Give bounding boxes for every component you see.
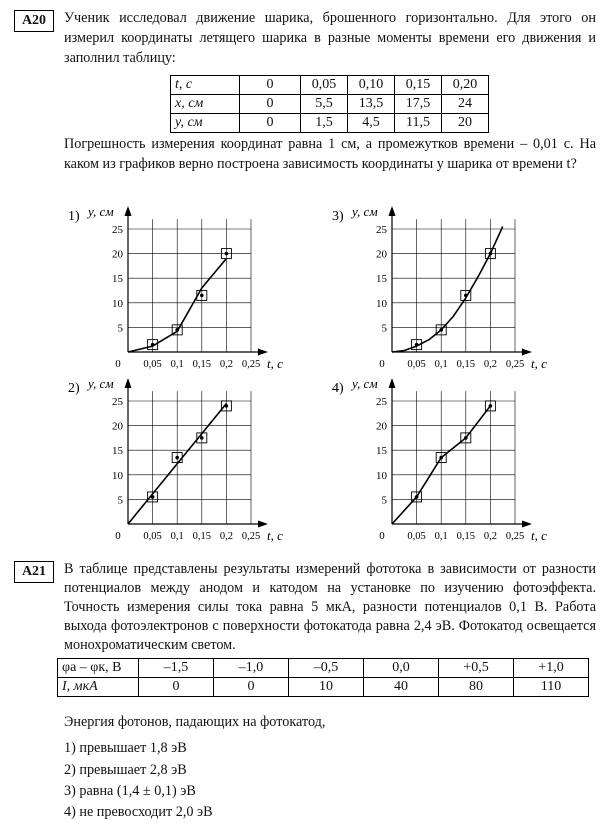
data-point <box>439 456 443 460</box>
y-tick-label: 15 <box>376 273 387 286</box>
table-row <box>171 76 489 95</box>
table-row <box>58 678 589 697</box>
y-tick-label: 5 <box>117 494 123 507</box>
x-tick-label: 0,25 <box>505 359 525 370</box>
x-tick-label: 0,2 <box>483 531 497 542</box>
graph-number: 1) <box>68 209 80 224</box>
data-point <box>415 495 419 499</box>
data-point <box>464 436 468 440</box>
grid <box>128 391 251 524</box>
x-tick-label: 0,05 <box>143 359 162 370</box>
question-prompt-a20: Погрешность измерения координат равна 1 см, а промежутков времени – 0,01 с. На каком из графиков верно построена зависимость координаты y шарика от времени t? <box>64 136 596 172</box>
data-point <box>175 456 179 460</box>
table-cell: –0,5 <box>289 659 364 678</box>
y-tick-label: 20 <box>112 248 123 261</box>
x-axis-arrow <box>258 521 268 528</box>
series-line <box>392 227 503 353</box>
y-axis-arrow <box>389 206 396 216</box>
answer-option-4[interactable]: 4) не превосходит 2,0 эВ <box>64 804 213 820</box>
data-point <box>439 328 443 332</box>
table-cell: t, с <box>171 76 240 95</box>
graph-4 <box>326 372 566 548</box>
x-tick-label: 0,2 <box>483 359 497 370</box>
table-cell: 0,20 <box>442 76 489 95</box>
x-tick-label: 0,2 <box>219 531 233 542</box>
question-prompt-a21: Энергия фотонов, падающих на фотокатод, <box>64 714 326 730</box>
table-cell: φa – φк, В <box>58 659 139 678</box>
y-axis-arrow <box>125 206 132 216</box>
table-cell: 0 <box>240 114 301 133</box>
table-cell: I, мкА <box>58 678 139 697</box>
y-axis-label: y, см <box>352 204 378 219</box>
table-cell: 1,5 <box>301 114 348 133</box>
x-tick-label: 0,1 <box>434 359 448 370</box>
x-tick-label: 0,05 <box>407 531 426 542</box>
data-table-a21 <box>57 658 589 697</box>
y-tick-label: 25 <box>112 224 123 236</box>
y-tick-label: 15 <box>376 445 387 458</box>
data-point <box>464 294 468 298</box>
x-tick-label: 0,05 <box>143 531 162 542</box>
data-point <box>489 404 493 408</box>
x-axis-label: t, с <box>531 528 547 543</box>
y-tick-label: 10 <box>112 297 123 310</box>
data-point <box>200 436 204 440</box>
graph-number: 3) <box>332 209 344 224</box>
table-cell: 20 <box>442 114 489 133</box>
data-point <box>225 252 229 256</box>
data-table-a20 <box>170 75 489 133</box>
table-cell: y, см <box>171 114 240 133</box>
table-cell: 10 <box>289 678 364 697</box>
data-point <box>151 495 155 499</box>
table-cell: 13,5 <box>348 95 395 114</box>
table-cell: 17,5 <box>395 95 442 114</box>
table-cell: 24 <box>442 95 489 114</box>
data-point <box>415 343 419 347</box>
y-tick-label: 25 <box>376 224 387 236</box>
y-axis-label: y, см <box>88 204 114 219</box>
y-tick-label: 15 <box>112 273 123 286</box>
table-row <box>171 95 489 114</box>
data-point <box>489 252 493 256</box>
table-row <box>58 659 589 678</box>
table-cell: 110 <box>514 678 589 697</box>
graph-number: 4) <box>332 381 344 396</box>
x-tick-label: 0,05 <box>407 359 426 370</box>
x-tick-label: 0,15 <box>456 531 475 542</box>
y-tick-label: 5 <box>117 322 123 335</box>
table-cell: 0,0 <box>364 659 439 678</box>
table-cell: 5,5 <box>301 95 348 114</box>
x-tick-label: 0,1 <box>170 531 184 542</box>
x-tick-label: 0,15 <box>192 359 211 370</box>
question-number-a21: A21 <box>14 561 54 583</box>
x-tick-label: 0,25 <box>241 359 261 370</box>
table-cell: 11,5 <box>395 114 442 133</box>
x-tick-label: 0,1 <box>434 531 448 542</box>
table-cell: 0 <box>240 95 301 114</box>
table-cell: 80 <box>439 678 514 697</box>
x-axis-label: t, с <box>267 356 283 371</box>
answer-option-3[interactable]: 3) равна (1,4 ± 0,1) эВ <box>64 783 196 799</box>
x-tick-label: 0,15 <box>192 531 211 542</box>
x-tick-label: 0,1 <box>170 359 184 370</box>
table-cell: x, см <box>171 95 240 114</box>
y-tick-label: 10 <box>376 469 387 482</box>
grid <box>128 219 251 352</box>
data-point <box>151 343 155 347</box>
data-point <box>200 294 204 298</box>
data-point <box>175 328 179 332</box>
question-number-a20: A20 <box>14 10 54 32</box>
origin-label: 0 <box>115 530 121 542</box>
x-axis-label: t, с <box>531 356 547 371</box>
y-axis-label: y, см <box>88 376 114 391</box>
answer-option-2[interactable]: 2) превышает 2,8 эВ <box>64 762 187 778</box>
question-text-a21: В таблице представлены результаты измерений фототока в зависимости от разности потенциалов между анодом и катодом на установке по изучению фотоэффекта. Точность измерения силы тока равна 5 мкА, разности потенциалов 0,1 В. Работа выхода фотоэлектронов с поверхности фотокатода равна 2,4 эВ. Фотокатод освещается монохроматическим светом. <box>64 561 596 653</box>
table-cell: 0,10 <box>348 76 395 95</box>
table-cell: 0 <box>240 76 301 95</box>
table-cell: 0,05 <box>301 76 348 95</box>
y-tick-label: 25 <box>112 396 123 408</box>
table-cell: 40 <box>364 678 439 697</box>
x-axis-label: t, с <box>267 528 283 543</box>
table-cell: –1,0 <box>214 659 289 678</box>
x-tick-label: 0,2 <box>219 359 233 370</box>
x-axis-arrow <box>258 349 268 356</box>
table-cell: 0 <box>214 678 289 697</box>
table-cell: +0,5 <box>439 659 514 678</box>
table-cell: 0,15 <box>395 76 442 95</box>
y-tick-label: 5 <box>381 322 387 335</box>
x-axis-arrow <box>522 349 532 356</box>
origin-label: 0 <box>379 530 385 542</box>
table-cell: 4,5 <box>348 114 395 133</box>
table-row <box>171 114 489 133</box>
table-cell: 0 <box>139 678 214 697</box>
x-axis-arrow <box>522 521 532 528</box>
y-tick-label: 5 <box>381 494 387 507</box>
y-tick-label: 10 <box>112 469 123 482</box>
graph-3 <box>326 200 566 376</box>
x-tick-label: 0,25 <box>241 531 261 542</box>
y-axis-arrow <box>389 378 396 388</box>
y-tick-label: 20 <box>376 248 387 261</box>
question-text-a20: Ученик исследовал движение шарика, брошенного горизонтально. Для этого он измерил координаты летящего шарика в разные моменты времени его движения и заполнил таблицу: <box>64 10 596 66</box>
y-axis-label: y, см <box>352 376 378 391</box>
graph-number: 2) <box>68 381 80 396</box>
y-axis-arrow <box>125 378 132 388</box>
origin-label: 0 <box>379 358 385 370</box>
y-tick-label: 20 <box>376 420 387 433</box>
origin-label: 0 <box>115 358 121 370</box>
table-cell: –1,5 <box>139 659 214 678</box>
y-tick-label: 20 <box>112 420 123 433</box>
graph-2 <box>62 372 302 548</box>
y-tick-label: 25 <box>376 396 387 408</box>
data-point <box>225 404 229 408</box>
answer-option-1[interactable]: 1) превышает 1,8 эВ <box>64 740 187 756</box>
y-tick-label: 10 <box>376 297 387 310</box>
graph-1 <box>62 200 302 376</box>
x-tick-label: 0,15 <box>456 359 475 370</box>
x-tick-label: 0,25 <box>505 531 525 542</box>
y-tick-label: 15 <box>112 445 123 458</box>
table-cell: +1,0 <box>514 659 589 678</box>
